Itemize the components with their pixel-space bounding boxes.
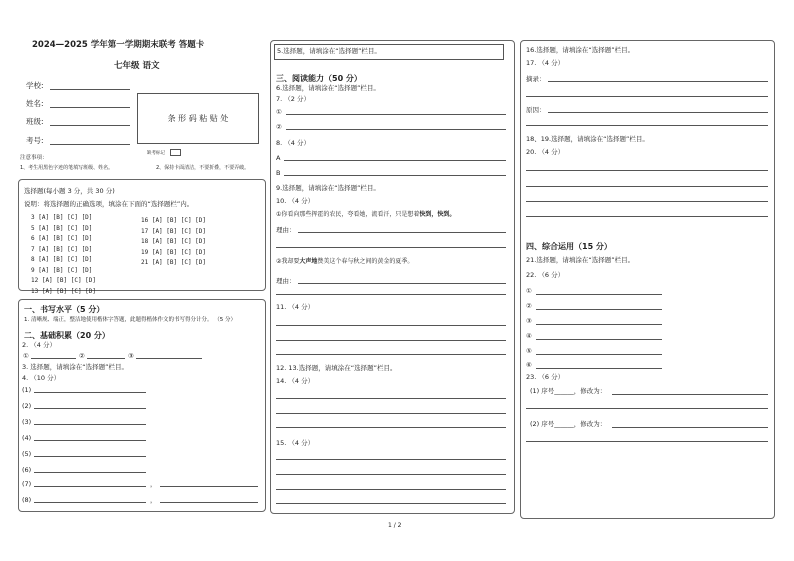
choice-row-13[interactable]: 13 [A] [B] [C] [D] [31,287,97,295]
q15-line-4[interactable] [276,503,506,504]
q4-item-3: (3) [22,418,32,426]
q16-label: 16.选择题，请填涂在“选择题”栏目。 [526,46,635,54]
school-field[interactable] [50,89,130,90]
q11-label: 11. （4 分） [276,303,315,311]
section4-title: 四、综合运用（15 分） [526,242,612,251]
q11-line-1[interactable] [276,325,506,326]
page-title: 2024—2025 学年第一学期期末联考 答题卡 [32,40,205,50]
q4-item-1: (1) [22,386,32,394]
choice-row-5[interactable]: 5 [A] [B] [C] [D] [31,224,93,232]
choice-row-9[interactable]: 9 [A] [B] [C] [D] [31,266,93,274]
section1-text: 1. 清晰规、端正，整洁地使用楷体字答题，此题得楷体作文的书写得分计分。 （5 分） [24,317,236,323]
section2-title: 二、基础积累（20 分） [24,331,110,340]
q5-label: 5.选择题，请填涂在“选择题”栏目。 [277,47,381,55]
q8-label: 8. （4 分） [276,139,310,147]
q8-a: A [276,154,281,162]
q14-line-3[interactable] [276,427,506,428]
q22-circle-3: ③ [526,317,532,325]
q21-label: 21.选择题，请填涂在“选择题”栏目。 [526,256,635,264]
q22-answer-4[interactable] [536,339,662,340]
excerpt-line-2[interactable] [526,96,768,97]
excerpt-label: 摘录： [526,75,546,83]
choice-row-19[interactable]: 19 [A] [B] [C] [D] [141,248,207,256]
q20-line-1[interactable] [526,170,768,171]
q22-circle-6: ⑥ [526,361,532,369]
name-field[interactable] [50,107,130,108]
q4-item-7: (7) [22,480,32,488]
q4-answer-4[interactable] [34,440,146,441]
q4-label: 4. （10 分） [22,374,61,382]
q10-reason-2-label: 理由： [276,277,296,285]
q8-answer-a[interactable] [284,160,506,161]
q23-item-2: (2) 序号______，修改为： [530,420,607,428]
q14-label: 14. （4 分） [276,377,315,385]
q22-answer-1[interactable] [536,294,662,295]
q10-sentence-1: ①你看向那些挥霍的农民，夸看她，流看汗，只是想着快到，快到。 [276,211,456,218]
q4-comma-7: ， [150,480,157,488]
q22-circle-5: ⑤ [526,347,532,355]
q2-answer-2[interactable] [87,358,125,359]
school-label: 学校: [26,81,44,90]
q18-label: 18、19.选择题，请填涂在“选择题”栏目。 [526,135,649,143]
q12-label: 12. 13.选择题，请填涂在“选择题”栏目。 [276,364,397,372]
q4-item-4: (4) [22,434,32,442]
choice-row-3[interactable]: 3 [A] [B] [C] [D] [31,214,93,221]
choice-row-17[interactable]: 17 [A] [B] [C] [D] [141,227,207,235]
q4-item-8: (8) [22,496,32,504]
choice-row-8[interactable]: 8 [A] [B] [C] [D] [31,256,93,263]
choice-row-18[interactable]: 18 [A] [B] [C] [D] [141,238,207,245]
q17-label: 17. （4 分） [526,59,565,67]
section3-title: 三、阅读能力（50 分） [276,74,362,83]
q22-label: 22. （6 分） [526,271,565,279]
q2-circle-1: ① [23,352,29,360]
notes-item-1: 1、考生用黑色字迹的笔填写班级、姓名。 [20,165,114,171]
choice-right-column [141,216,206,269]
class-field[interactable] [50,125,130,126]
q7-circle-1: ① [276,108,282,116]
q10-reason-1-line-b[interactable] [276,247,506,248]
q4-comma-8: ， [150,496,157,504]
section1-title: 一、书写水平（5 分） [24,305,105,314]
q22-circle-4: ④ [526,332,532,340]
reason-line-2[interactable] [526,125,768,126]
q6-label: 6.选择题，请填涂在“选择题”栏目。 [276,84,380,92]
q2-circle-2: ② [79,352,85,360]
q7-circle-2: ② [276,123,282,131]
q4-answer-8b[interactable] [160,502,258,503]
q7-answer-1[interactable] [286,114,506,115]
q4-answer-7a[interactable] [34,486,146,487]
q11-line-3[interactable] [276,354,506,355]
q4-answer-3[interactable] [34,424,146,425]
q10-reason-2-line-a[interactable] [298,283,506,284]
q4-answer-6[interactable] [34,472,146,473]
choice-row-6[interactable]: 6 [A] [B] [C] [D] [31,235,93,242]
excerpt-line-1[interactable] [548,81,768,82]
q15-label: 15. （4 分） [276,439,315,447]
q23-answer-2b[interactable] [526,441,768,442]
q10-label: 10. （4 分） [276,197,315,205]
q2-circle-3: ③ [128,352,134,360]
q4-answer-8a[interactable] [34,502,146,503]
q15-line-3[interactable] [276,489,506,490]
name-label: 姓名: [26,99,44,108]
q2-answer-3[interactable] [136,358,202,359]
q23-item-1: (1) 序号______，修改为： [530,387,607,395]
q4-answer-1[interactable] [34,392,146,393]
missing-label: 缺考标记 [147,151,165,156]
q22-answer-6[interactable] [536,368,662,369]
exam-no-field[interactable] [50,144,130,145]
q8-b: B [276,169,281,177]
q20-line-2[interactable] [526,186,768,187]
choice-left-column [31,213,96,297]
q23-label: 23. （6 分） [526,373,565,381]
q10-reason-1-label: 理由： [276,226,296,234]
q22-answer-2[interactable] [536,309,662,310]
q7-label: 7. （2 分） [276,95,310,103]
q14-line-2[interactable] [276,413,506,414]
q22-answer-3[interactable] [536,324,662,325]
page-subtitle: 七年级 语文 [114,61,160,71]
q22-circle-2: ② [526,302,532,310]
q14-line-1[interactable] [276,398,506,399]
q4-item-5: (5) [22,450,32,458]
q9-label: 9.选择题，请填涂在“选择题”栏目。 [276,184,380,192]
q2-answer-1[interactable] [31,358,76,359]
q4-answer-2[interactable] [34,408,146,409]
q20-line-3[interactable] [526,201,768,202]
q10-reason-1-line-a[interactable] [298,232,506,233]
choice-title: 选择题(每小题 3 分，共 30 分) [24,187,115,195]
q23-answer-1a[interactable] [612,394,768,395]
barcode-text: 条 形 码 粘 贴 处 [167,113,229,123]
q4-item-6: (6) [22,466,32,474]
q20-line-4[interactable] [526,216,768,217]
choice-row-7[interactable]: 7 [A] [B] [C] [D] [31,245,93,253]
choice-row-12[interactable]: 12 [A] [B] [C] [D] [31,277,97,284]
exam-no-label: 考号: [26,136,44,145]
choice-row-21[interactable]: 21 [A] [B] [C] [D] [141,259,207,266]
choice-row-16[interactable]: 16 [A] [B] [C] [D] [141,217,207,224]
q2-label: 2. （4 分） [22,341,56,349]
reason-line-1[interactable] [548,112,768,113]
barcode-area [137,93,259,144]
q11-line-2[interactable] [276,340,506,341]
q20-label: 20. （4 分） [526,148,565,156]
q23-answer-1b[interactable] [526,408,768,409]
q22-answer-5[interactable] [536,354,662,355]
q10-reason-2-line-b[interactable] [276,294,506,295]
q10-sentence-2: ②我却要大声地赞美这个春与秋之间的黄金的夏季。 [276,258,414,265]
missing-checkbox[interactable] [170,149,181,156]
page-number: 1 / 2 [388,522,402,529]
notes-item-2: 2、保持卡面清洁，不要折叠，不要弄破。 [156,165,250,171]
q8-answer-b[interactable] [284,175,506,176]
q22-circle-1: ① [526,287,532,295]
choice-instruction: 说明：将选择题的正确选项，填涂在下面的“选择题栏”内。 [24,200,194,208]
q4-answer-5[interactable] [34,456,146,457]
q4-answer-7b[interactable] [160,486,258,487]
q4-item-2: (2) [22,402,32,410]
q23-answer-2a[interactable] [612,427,768,428]
reason-label: 原因： [526,106,546,114]
q15-line-1[interactable] [276,459,506,460]
q7-answer-2[interactable] [286,129,506,130]
notes-title: 注意事项： [20,155,48,161]
class-label: 班级: [26,117,44,126]
q3-label: 3. 选择题，请填涂在“选择题”栏目。 [22,363,129,371]
q15-line-2[interactable] [276,474,506,475]
